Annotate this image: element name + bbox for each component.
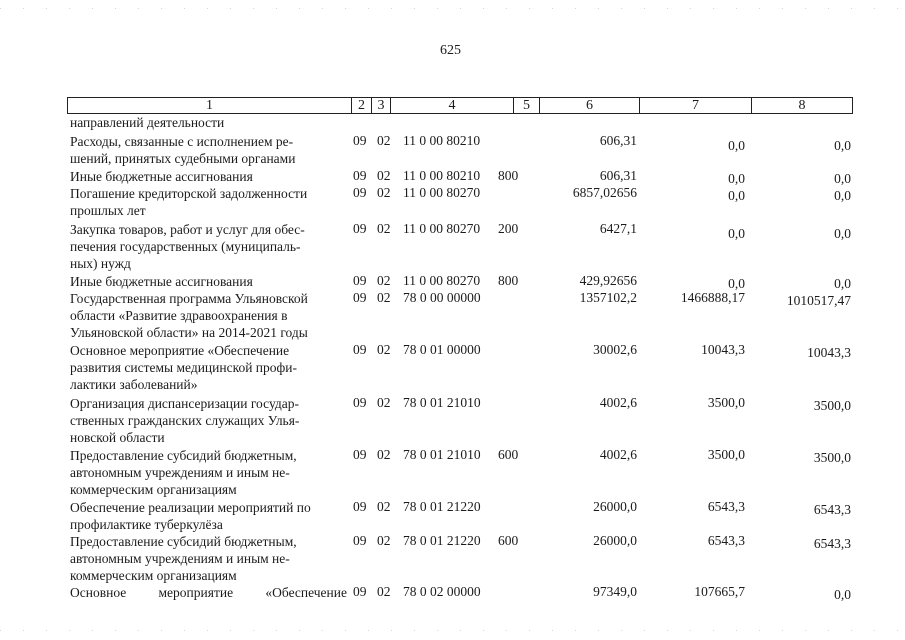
cell-amount-col7: 1466888,17 <box>680 290 745 305</box>
cell-amount-col6: 26000,0 <box>593 533 637 548</box>
cell-amount-col6: 606,31 <box>599 133 637 148</box>
cell-target-code: 78 0 01 21010 <box>403 395 481 410</box>
header-col-7: 7 <box>640 98 752 113</box>
cell-section: 09 <box>353 342 367 357</box>
row-description: Расходы, связанные с исполнением ре- шений, принятых судебными органами <box>70 134 296 166</box>
row-description: Предоставление субсидий бюджетным, автономным учреждениям и иным не- коммерческим организациям <box>70 448 297 497</box>
row-description: Погашение кредиторской задолженности прошлых лет <box>70 186 308 218</box>
cell-amount-col7: 6543,3 <box>707 499 745 514</box>
cell-target-code: 11 0 00 80210 <box>403 133 481 148</box>
cell-target-code: 11 0 00 80270 <box>403 273 481 288</box>
cell-subsection: 02 <box>377 185 391 200</box>
cell-amount-col7: 0,0 <box>728 188 745 203</box>
cell-subsection: 02 <box>377 584 391 599</box>
cell-subsection: 02 <box>377 273 391 288</box>
cell-amount-col8: 0,0 <box>834 138 851 153</box>
cell-target-code: 78 0 01 21220 <box>403 533 481 548</box>
cell-amount-col6: 4002,6 <box>599 447 637 462</box>
cell-expense-type: 600 <box>498 447 519 462</box>
cell-amount-col7: 3500,0 <box>707 447 745 462</box>
cell-target-code: 78 0 01 00000 <box>403 342 481 357</box>
cell-amount-col6: 1357102,2 <box>579 290 637 305</box>
row-description: Государственная программа Ульяновской области «Развитие здравоохранения в Ульяновской области» на 2014-2021 годы <box>70 291 308 340</box>
cell-expense-type: 800 <box>498 273 519 288</box>
cell-amount-col6: 6427,1 <box>599 221 637 236</box>
header-col-1: 1 <box>68 98 352 113</box>
cell-section: 09 <box>353 168 367 183</box>
cell-subsection: 02 <box>377 133 391 148</box>
cell-target-code: 11 0 00 80270 <box>403 221 481 236</box>
cell-amount-col6: 97349,0 <box>593 584 637 599</box>
cell-amount-col8: 0,0 <box>834 171 851 186</box>
cell-amount-col8: 1010517,47 <box>786 293 851 308</box>
cell-section: 09 <box>353 133 367 148</box>
cell-target-code: 11 0 00 80270 <box>403 185 481 200</box>
cell-target-code: 11 0 00 80210 <box>403 168 481 183</box>
cell-subsection: 02 <box>377 395 391 410</box>
cell-amount-col7: 107665,7 <box>694 584 745 599</box>
cell-amount-col8: 0,0 <box>834 188 851 203</box>
cell-amount-col8: 3500,0 <box>813 398 851 413</box>
cell-amount-col8: 6543,3 <box>813 502 851 517</box>
row-description: Основное мероприятие «Обеспечение развития системы медицинской профи- лактики заболеваний» <box>70 343 298 392</box>
scan-artifact-top <box>0 8 905 9</box>
cell-section: 09 <box>353 221 367 236</box>
cell-amount-col8: 3500,0 <box>813 450 851 465</box>
cell-subsection: 02 <box>377 533 391 548</box>
row-description: направлений деятельности <box>70 115 225 130</box>
header-col-4: 4 <box>391 98 514 113</box>
header-col-6: 6 <box>540 98 640 113</box>
cell-amount-col7: 10043,3 <box>701 342 745 357</box>
cell-amount-col7: 6543,3 <box>707 533 745 548</box>
cell-amount-col6: 4002,6 <box>599 395 637 410</box>
cell-amount-col7: 0,0 <box>728 276 745 291</box>
cell-amount-col8: 0,0 <box>834 226 851 241</box>
table-header <box>67 97 853 114</box>
row-description: Обеспечение реализации мероприятий по профилактике туберкулёза <box>70 500 311 532</box>
cell-expense-type: 600 <box>498 533 519 548</box>
row-description: Предоставление субсидий бюджетным, автономным учреждениям и иным не- коммерческим организациям <box>70 534 297 583</box>
cell-amount-col8: 0,0 <box>834 276 851 291</box>
scan-artifact-bottom <box>0 630 905 631</box>
cell-amount-col6: 30002,6 <box>593 342 637 357</box>
cell-amount-col6: 6857,02656 <box>572 185 637 200</box>
cell-section: 09 <box>353 533 367 548</box>
header-col-2: 2 <box>352 98 372 113</box>
cell-section: 09 <box>353 584 367 599</box>
page-number: 625 <box>440 43 461 58</box>
row-description: Организация диспансеризации государ- ственных гражданских служащих Улья- новской области <box>70 396 300 445</box>
row-description: Иные бюджетные ассигнования <box>70 169 253 184</box>
cell-amount-col6: 26000,0 <box>593 499 637 514</box>
cell-section: 09 <box>353 447 367 462</box>
cell-section: 09 <box>353 395 367 410</box>
cell-target-code: 78 0 01 21010 <box>403 447 481 462</box>
cell-amount-col6: 429,92656 <box>579 273 637 288</box>
cell-subsection: 02 <box>377 221 391 236</box>
cell-subsection: 02 <box>377 168 391 183</box>
cell-amount-col7: 0,0 <box>728 226 745 241</box>
cell-section: 09 <box>353 185 367 200</box>
row-description: Закупка товаров, работ и услуг для обес- печения государственных (муниципаль- ных) нужд <box>70 222 305 271</box>
header-col-5: 5 <box>514 98 540 113</box>
cell-target-code: 78 0 01 21220 <box>403 499 481 514</box>
header-col-3: 3 <box>372 98 391 113</box>
cell-amount-col8: 6543,3 <box>813 536 851 551</box>
cell-amount-col6: 606,31 <box>599 168 637 183</box>
cell-target-code: 78 0 00 00000 <box>403 290 481 305</box>
cell-subsection: 02 <box>377 499 391 514</box>
cell-subsection: 02 <box>377 290 391 305</box>
cell-subsection: 02 <box>377 447 391 462</box>
header-col-8: 8 <box>798 98 806 113</box>
cell-amount-col7: 0,0 <box>728 171 745 186</box>
cell-target-code: 78 0 02 00000 <box>403 584 481 599</box>
cell-expense-type: 800 <box>498 168 519 183</box>
row-description: Иные бюджетные ассигнования <box>70 274 253 289</box>
cell-amount-col8: 0,0 <box>834 587 851 602</box>
cell-expense-type: 200 <box>498 221 519 236</box>
cell-amount-col8: 10043,3 <box>807 345 851 360</box>
cell-section: 09 <box>353 290 367 305</box>
cell-amount-col7: 0,0 <box>728 138 745 153</box>
cell-section: 09 <box>353 499 367 514</box>
cell-subsection: 02 <box>377 342 391 357</box>
cell-amount-col7: 3500,0 <box>707 395 745 410</box>
cell-section: 09 <box>353 273 367 288</box>
row-description: Основное мероприятие «Обеспечение <box>70 585 347 600</box>
